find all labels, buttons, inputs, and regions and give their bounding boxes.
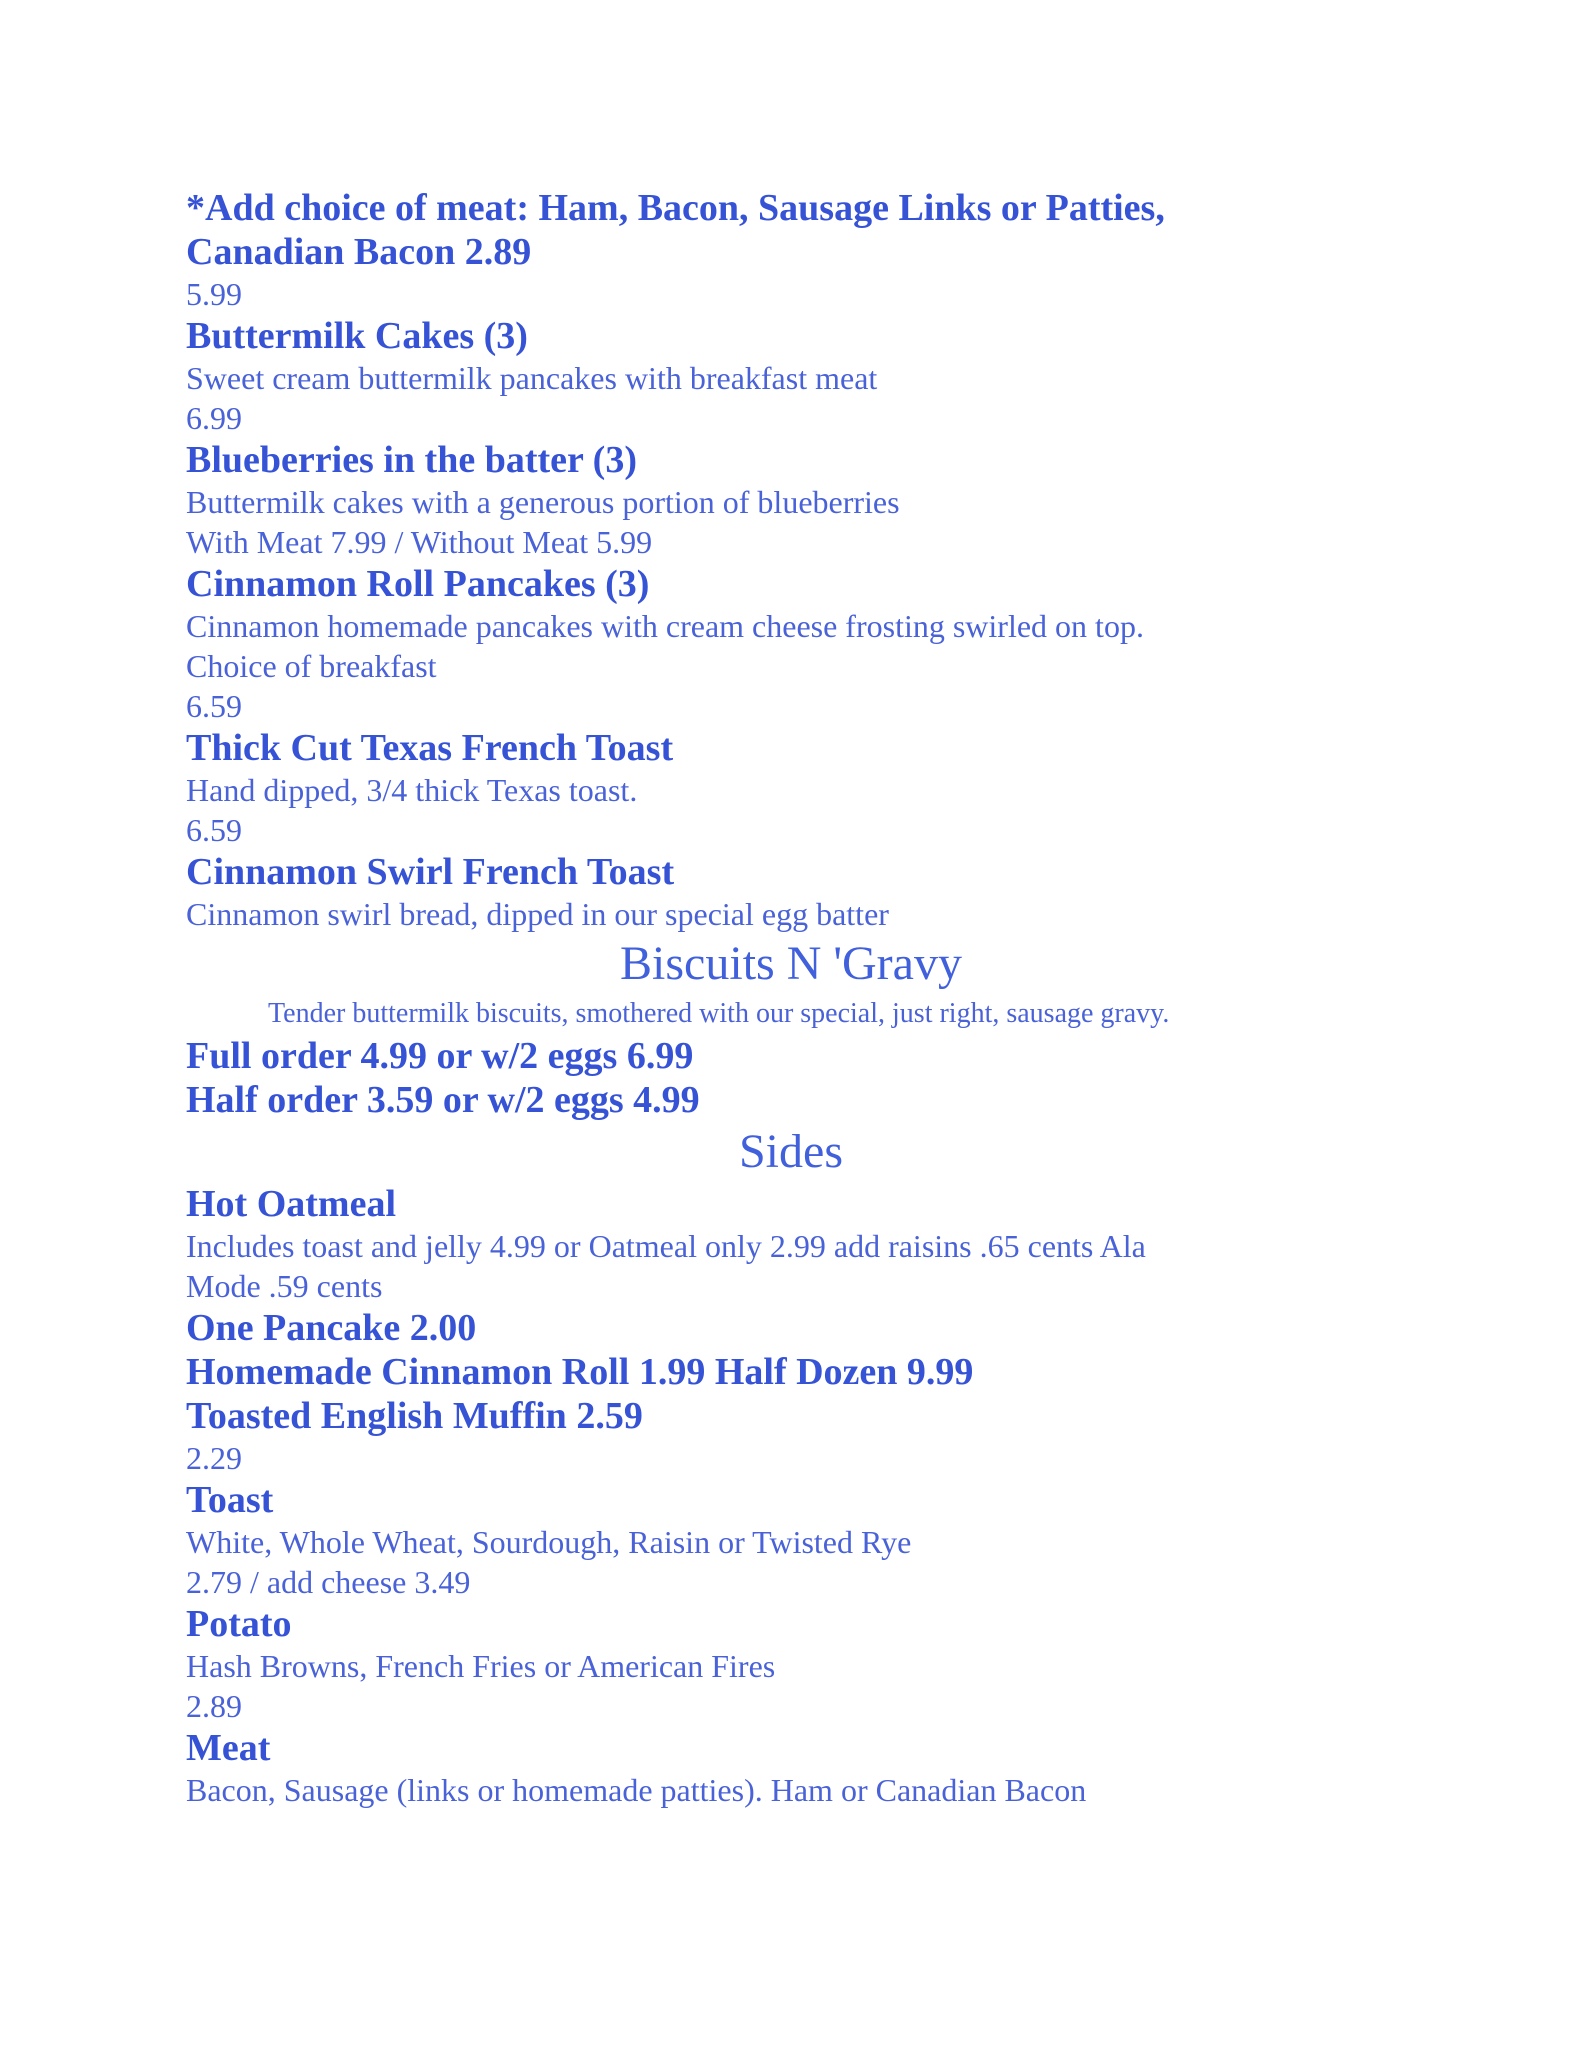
item-name: Thick Cut Texas French Toast bbox=[186, 727, 674, 769]
one-pancake: One Pancake 2.00 bbox=[186, 1307, 477, 1349]
sides-section-title: Sides bbox=[738, 1125, 843, 1178]
toast-price: 2.29 bbox=[186, 1440, 242, 1476]
meat-description: Bacon, Sausage (links or homemade patties). Ham or Canadian Bacon bbox=[186, 1772, 1087, 1808]
item-description: Buttermilk cakes with a generous portion of blueberries bbox=[186, 484, 900, 520]
cinnamon-roll: Homemade Cinnamon Roll 1.99 Half Dozen 9.99 bbox=[186, 1351, 974, 1393]
item-description: Hand dipped, 3/4 thick Texas toast. bbox=[186, 772, 638, 808]
meat-price: 2.89 bbox=[186, 1688, 242, 1724]
item-description: Sweet cream buttermilk pancakes with breakfast meat bbox=[186, 360, 878, 396]
item-price: 6.59 bbox=[186, 812, 242, 848]
item-description: Cinnamon swirl bread, dipped in our special egg batter bbox=[186, 896, 889, 932]
item-name: Cinnamon Swirl French Toast bbox=[186, 851, 675, 893]
meat-name: Meat bbox=[186, 1727, 271, 1769]
oatmeal-description-continued: Mode .59 cents bbox=[186, 1268, 383, 1304]
item-price: 6.59 bbox=[186, 688, 242, 724]
item-price: With Meat 7.99 / Without Meat 5.99 bbox=[186, 524, 653, 560]
potato-name: Potato bbox=[186, 1603, 292, 1645]
oatmeal-name: Hot Oatmeal bbox=[186, 1183, 397, 1225]
item-name: Blueberries in the batter (3) bbox=[186, 439, 637, 481]
gravy-description: Tender buttermilk biscuits, smothered with our special, just right, sausage gravy. bbox=[268, 998, 1170, 1029]
item-description: Cinnamon homemade pancakes with cream cheese frosting swirled on top. bbox=[186, 608, 1144, 644]
meat-note-line1: *Add choice of meat: Ham, Bacon, Sausage Links or Patties, bbox=[186, 187, 1165, 229]
toast-description: White, Whole Wheat, Sourdough, Raisin or Twisted Rye bbox=[186, 1524, 912, 1560]
potato-description: Hash Browns, French Fries or American Fires bbox=[186, 1648, 776, 1684]
gravy-full-order: Full order 4.99 or w/2 eggs 6.99 bbox=[186, 1035, 694, 1077]
meat-note-line2: Canadian Bacon 2.89 bbox=[186, 231, 532, 273]
item-name: Buttermilk Cakes (3) bbox=[186, 315, 528, 357]
item-price: 5.99 bbox=[186, 276, 242, 312]
oatmeal-description: Includes toast and jelly 4.99 or Oatmeal only 2.99 add raisins .65 cents Ala bbox=[186, 1228, 1146, 1264]
gravy-section-title: Biscuits N 'Gravy bbox=[620, 937, 962, 990]
gravy-half-order: Half order 3.59 or w/2 eggs 4.99 bbox=[186, 1079, 700, 1121]
item-price: 6.99 bbox=[186, 400, 242, 436]
item-description-continued: Choice of breakfast bbox=[186, 648, 437, 684]
menu-page bbox=[186, 186, 1346, 1810]
potato-price: 2.79 / add cheese 3.49 bbox=[186, 1564, 471, 1600]
item-name: Cinnamon Roll Pancakes (3) bbox=[186, 563, 650, 605]
toast-name: Toast bbox=[186, 1479, 274, 1521]
english-muffin: Toasted English Muffin 2.59 bbox=[186, 1395, 643, 1437]
